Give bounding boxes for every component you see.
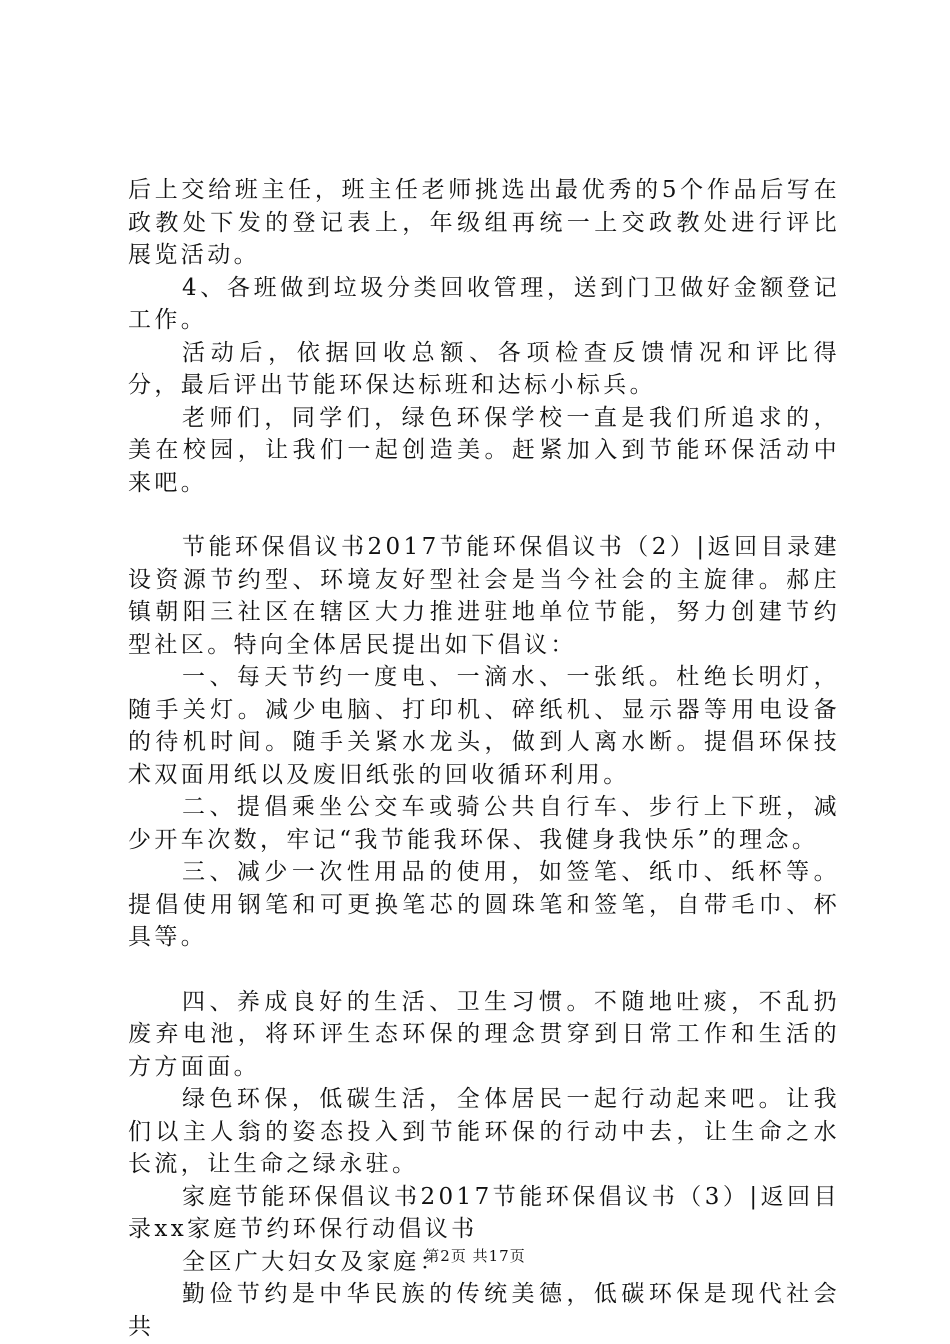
document-body bbox=[128, 174, 840, 1343]
paragraph: 二、提倡乘坐公交车或骑公共自行车、步行上下班，减少开车次数，牢记“我节能我环保、我健身我快乐”的理念。 bbox=[128, 794, 840, 853]
paragraph: 全区广大妇女及家庭： bbox=[182, 1248, 446, 1275]
page-number-footer: 第2页 共17页 bbox=[424, 1247, 526, 1265]
paragraph: 三、减少一次性用品的使用，如签笔、纸巾、纸杯等。提倡使用钢笔和可更换笔芯的圆珠笔和签笔，自带毛巾、杯具等。 bbox=[128, 859, 840, 950]
paragraph: 老师们，同学们，绿色环保学校一直是我们所追求的，美在校园，让我们一起创造美。赶紧加入到节能环保活动中来吧。 bbox=[128, 404, 840, 496]
paragraph: 绿色环保，低碳生活，全体居民一起行动起来吧。让我们以主人翁的姿态投入到节能环保的行动中去，让生命之水长流，让生命之绿永驻。 bbox=[128, 1086, 840, 1177]
paragraph: 勤俭节约是中华民族的传统美德，低碳环保是现代社会共 bbox=[128, 1281, 840, 1340]
paragraph: 4、各班做到垃圾分类回收管理，送到门卫做好金额登记工作。 bbox=[128, 274, 840, 333]
paragraph: 四、养成良好的生活、卫生习惯。不随地吐痰，不乱扔废弃电池，将环评生态环保的理念贯穿到日常工作和生活的方方面面。 bbox=[128, 988, 840, 1080]
paragraph: 节能环保倡议书2017节能环保倡议书（2）|返回目录建设资源节约型、环境友好型社会是当今社会的主旋律。郝庄镇朝阳三社区在辖区大力推进驻地单位节能，努力创建节约型社区。特向全体居民提出如下倡议： bbox=[128, 534, 840, 658]
paragraph: 后上交给班主任，班主任老师挑选出最优秀的5个作品后写在政教处下发的登记表上，年级组再统一上交政教处进行评比展览活动。 bbox=[128, 177, 840, 268]
paragraph: 一、每天节约一度电、一滴水、一张纸。杜绝长明灯，随手关灯。减少电脑、打印机、碎纸机、显示器等用电设备的待机时间。随手关紧水龙头，做到人离水断。提倡环保技术双面用纸以及废旧纸张的回收循环利用。 bbox=[128, 664, 840, 788]
paragraph: 家庭节能环保倡议书2017节能环保倡议书（3）|返回目录xx家庭节约环保行动倡议书 bbox=[128, 1183, 840, 1242]
paragraph: 活动后，依据回收总额、各项检查反馈情况和评比得分，最后评出节能环保达标班和达标小标兵。 bbox=[128, 339, 840, 398]
